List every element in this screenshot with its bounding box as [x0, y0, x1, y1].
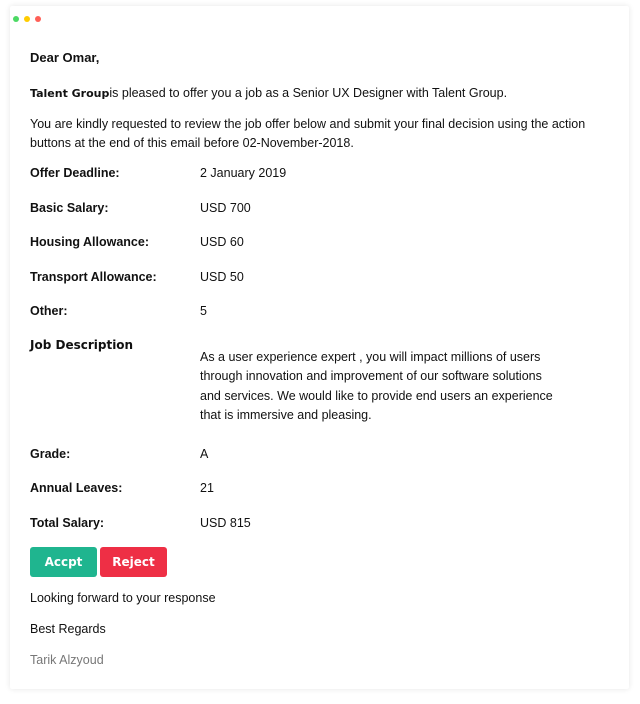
basic-salary-label: Basic Salary:: [30, 200, 109, 215]
other-label: Other:: [30, 304, 68, 318]
regards-line: Best Regards: [30, 622, 106, 636]
window-dot-red[interactable]: [35, 16, 41, 22]
offer-details: [30, 163, 616, 336]
signature: Tarik Alzyoud: [30, 653, 104, 667]
offer-row-housing: [30, 232, 616, 267]
company-name: Talent Group: [30, 87, 110, 100]
closing-line: Looking forward to your response: [30, 591, 216, 605]
offer-deadline-value: 2 January 2019: [200, 166, 287, 180]
transport-allowance-label: Transport Allowance:: [30, 269, 157, 284]
window-dot-yellow[interactable]: [24, 16, 30, 22]
annual-leaves-label: Annual Leaves:: [30, 481, 123, 495]
grade-value: A: [200, 446, 209, 461]
offer-row-other: [30, 301, 616, 336]
offer-row-total-salary: [30, 513, 616, 548]
greeting: Dear Omar,: [30, 50, 100, 65]
housing-allowance-label: Housing Allowance:: [30, 235, 149, 249]
email-body: [30, 50, 616, 667]
offer-row-deadline: [30, 163, 616, 198]
window-controls: [13, 16, 41, 22]
decision-buttons: [30, 547, 616, 577]
offer-row-transport: [30, 267, 616, 302]
housing-allowance-value: USD 60: [200, 235, 244, 249]
total-salary-label: Total Salary:: [30, 515, 105, 530]
intro-paragraph: [30, 86, 616, 100]
grade-label: Grade:: [30, 446, 71, 461]
window-dot-green[interactable]: [13, 16, 19, 22]
reject-button[interactable]: Reject: [100, 547, 167, 577]
transport-allowance-value: USD 50: [200, 269, 244, 284]
offer-details-2: [30, 444, 616, 548]
offer-row-basic-salary: [30, 198, 616, 233]
accept-button[interactable]: Accpt: [30, 547, 97, 577]
annual-leaves-value: 21: [200, 481, 214, 495]
offer-row-annual-leaves: [30, 478, 616, 513]
email-card: [10, 6, 629, 689]
job-description-row: [30, 338, 616, 426]
other-value: 5: [200, 304, 207, 318]
total-salary-value: USD 815: [200, 515, 251, 530]
intro-text: is pleased to offer you a job as a Senior UX Designer with Talent Group.: [109, 86, 508, 100]
offer-deadline-label: Offer Deadline:: [30, 166, 120, 180]
job-description-label: Job Description: [30, 337, 134, 352]
offer-row-grade: [30, 444, 616, 479]
basic-salary-value: USD 700: [200, 200, 251, 215]
job-description-text: As a user experience expert , you will impact millions of users through innovation and improvement of our software solutions and services. We would like to provide end users an experience that is immersive and pleasing.: [200, 349, 553, 422]
request-paragraph: You are kindly requested to review the job offer below and submit your final decision using the action buttons at the end of this email before 02-November-2018.: [30, 117, 586, 150]
